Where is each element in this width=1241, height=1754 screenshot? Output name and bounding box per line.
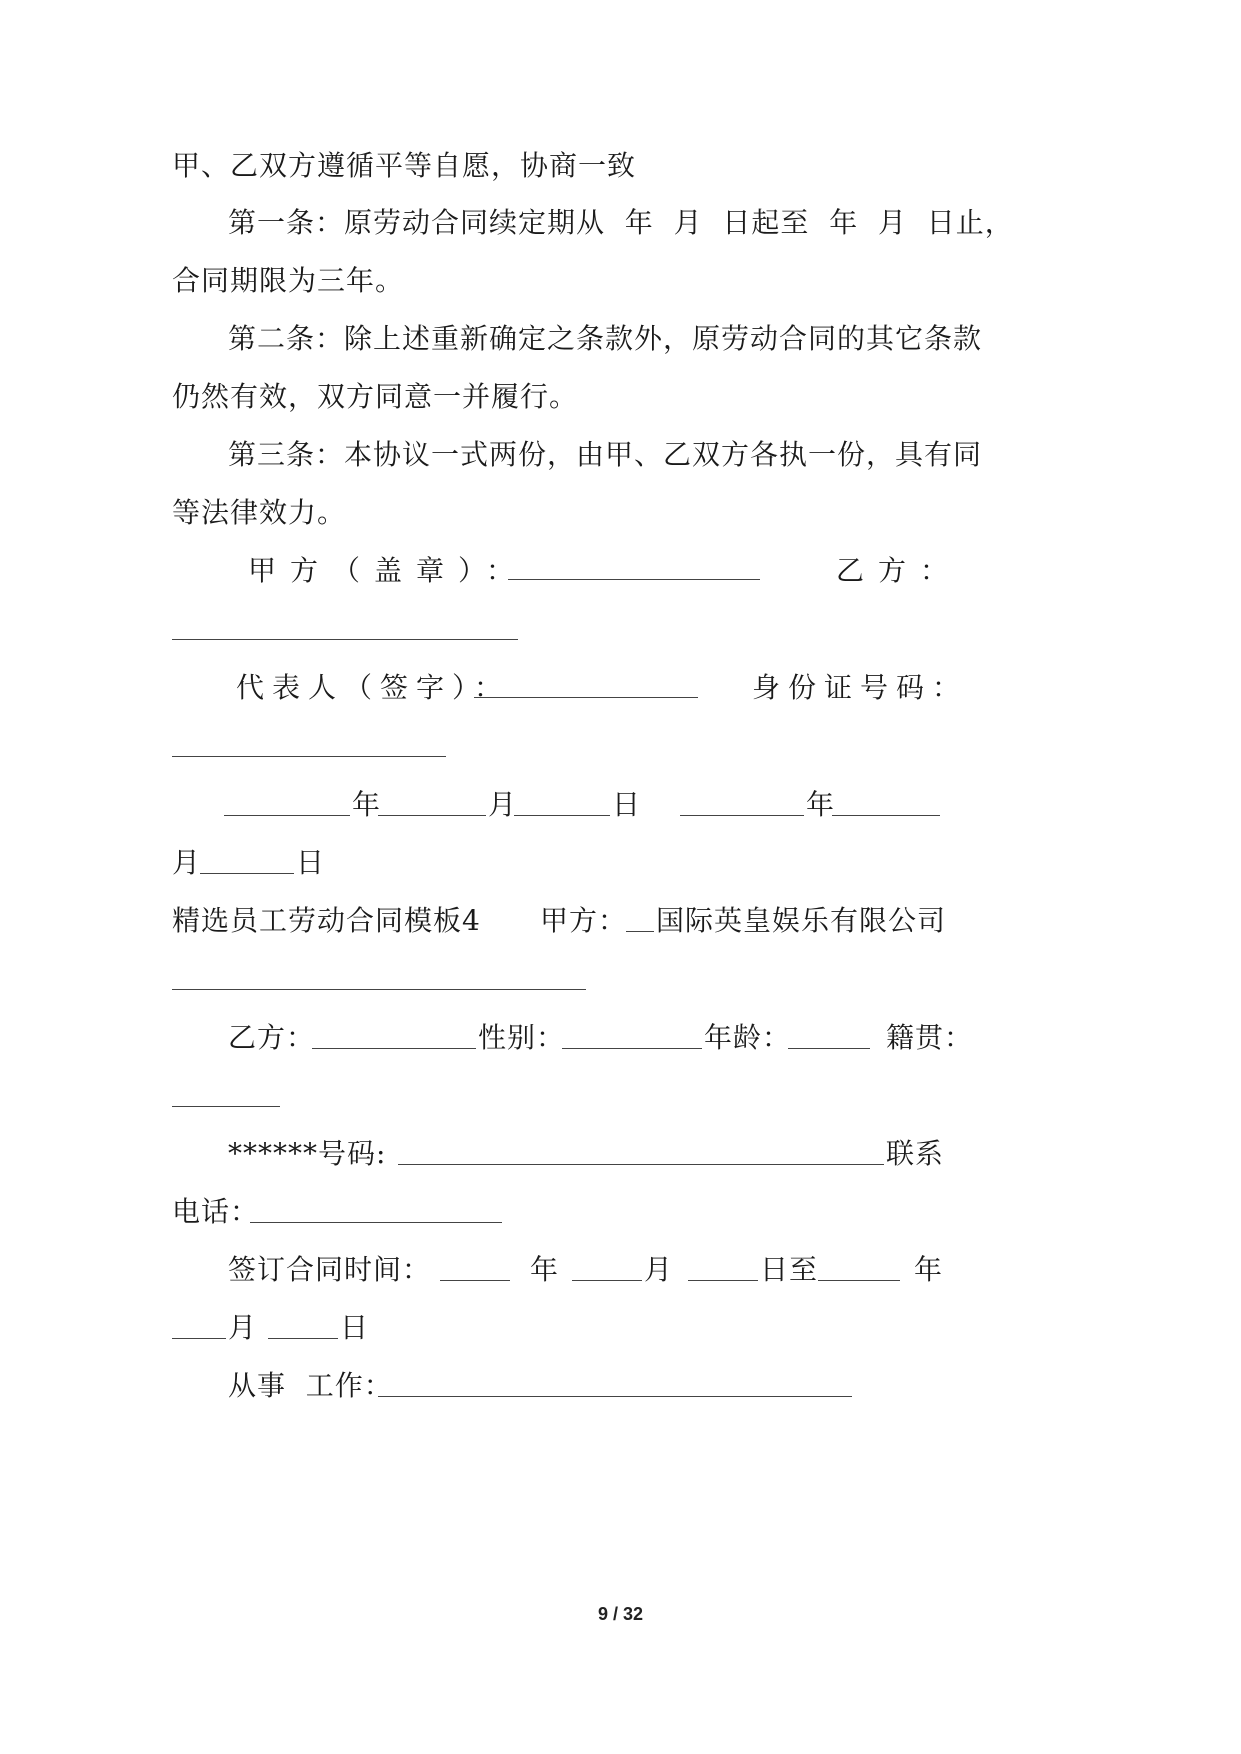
party-b-label: 乙方： [228, 1021, 316, 1054]
sign-day-blank [688, 1280, 758, 1281]
id-number-label: 身份证号码： [752, 671, 969, 704]
work-blank [378, 1396, 852, 1397]
day-label: 日 [340, 1311, 370, 1344]
party-a-blank [626, 931, 654, 932]
month-label: 月 [644, 1253, 674, 1286]
paragraph-line: 合同期限为三年。 [172, 264, 405, 297]
date-year-blank [680, 815, 804, 816]
gender-label: 性别： [478, 1021, 566, 1054]
page-number: 9 / 32 [597, 1604, 644, 1624]
section-title: 精选员工劳动合同模板4 [172, 904, 481, 937]
party-a-company-blank [172, 989, 586, 990]
day-to-label: 日至 [760, 1253, 819, 1286]
month-label: 月 [172, 846, 202, 879]
party-b-name-blank [312, 1048, 476, 1049]
sign-month-blank [572, 1280, 642, 1281]
date-year-blank [224, 815, 350, 816]
day-label: 日 [612, 788, 642, 821]
year-label: 年 [352, 788, 382, 821]
year-label: 年 [806, 788, 836, 821]
phone-blank [250, 1222, 502, 1223]
paragraph-line: 等法律效力。 [172, 496, 347, 529]
date-month-blank [378, 815, 486, 816]
origin-blank [172, 1106, 280, 1107]
month-label: 月 [228, 1311, 258, 1344]
contact-label: 联系 [886, 1137, 945, 1170]
date-day-blank [514, 815, 610, 816]
age-label: 年龄： [704, 1021, 792, 1054]
article-two-line: 第二条：除上述重新确定之条款外，原劳动合同的其它条款 [228, 322, 983, 355]
date-day-blank [200, 873, 294, 874]
age-blank [788, 1048, 870, 1049]
year-label: 年 [914, 1253, 944, 1286]
party-a-company: 国际英皇娱乐有限公司 [656, 904, 947, 937]
party-b-blank [172, 639, 518, 640]
sign-time-label: 签订合同时间： [228, 1253, 432, 1286]
day-label: 日 [296, 846, 326, 879]
id-masked-blank [398, 1164, 884, 1165]
party-b-label: 乙方： [836, 554, 963, 587]
article-one-line: 第一条：原劳动合同续定期从 年 月 日起至 年 月 日止， [228, 206, 1014, 239]
sign-year-blank [818, 1280, 900, 1281]
id-number-blank [172, 756, 446, 757]
sign-year-blank [440, 1280, 510, 1281]
phone-label: 电话： [172, 1195, 260, 1228]
party-a-seal-label: 甲方（盖章）： [248, 554, 529, 587]
origin-label: 籍贯： [886, 1021, 974, 1054]
rep-sign-label: 代表人（签字）： [236, 671, 511, 704]
paragraph-line: 甲、乙双方遵循平等自愿，协商一致 [172, 149, 637, 182]
year-label: 年 [530, 1253, 560, 1286]
article-three-line: 第三条：本协议一式两份，由甲、乙双方各执一份，具有同 [228, 438, 983, 471]
gender-blank [562, 1048, 702, 1049]
party-a-label: 甲方： [540, 904, 628, 937]
party-a-seal-blank [508, 579, 760, 580]
sign-day-blank [268, 1338, 338, 1339]
rep-sign-blank [474, 697, 698, 698]
id-masked-label: ******号码: [228, 1137, 387, 1170]
paragraph-line: 仍然有效，双方同意一并履行。 [172, 380, 579, 413]
sign-month-blank [172, 1338, 226, 1339]
work-label: 从事 工作： [228, 1369, 393, 1402]
date-month-blank [832, 815, 940, 816]
month-label: 月 [488, 788, 518, 821]
